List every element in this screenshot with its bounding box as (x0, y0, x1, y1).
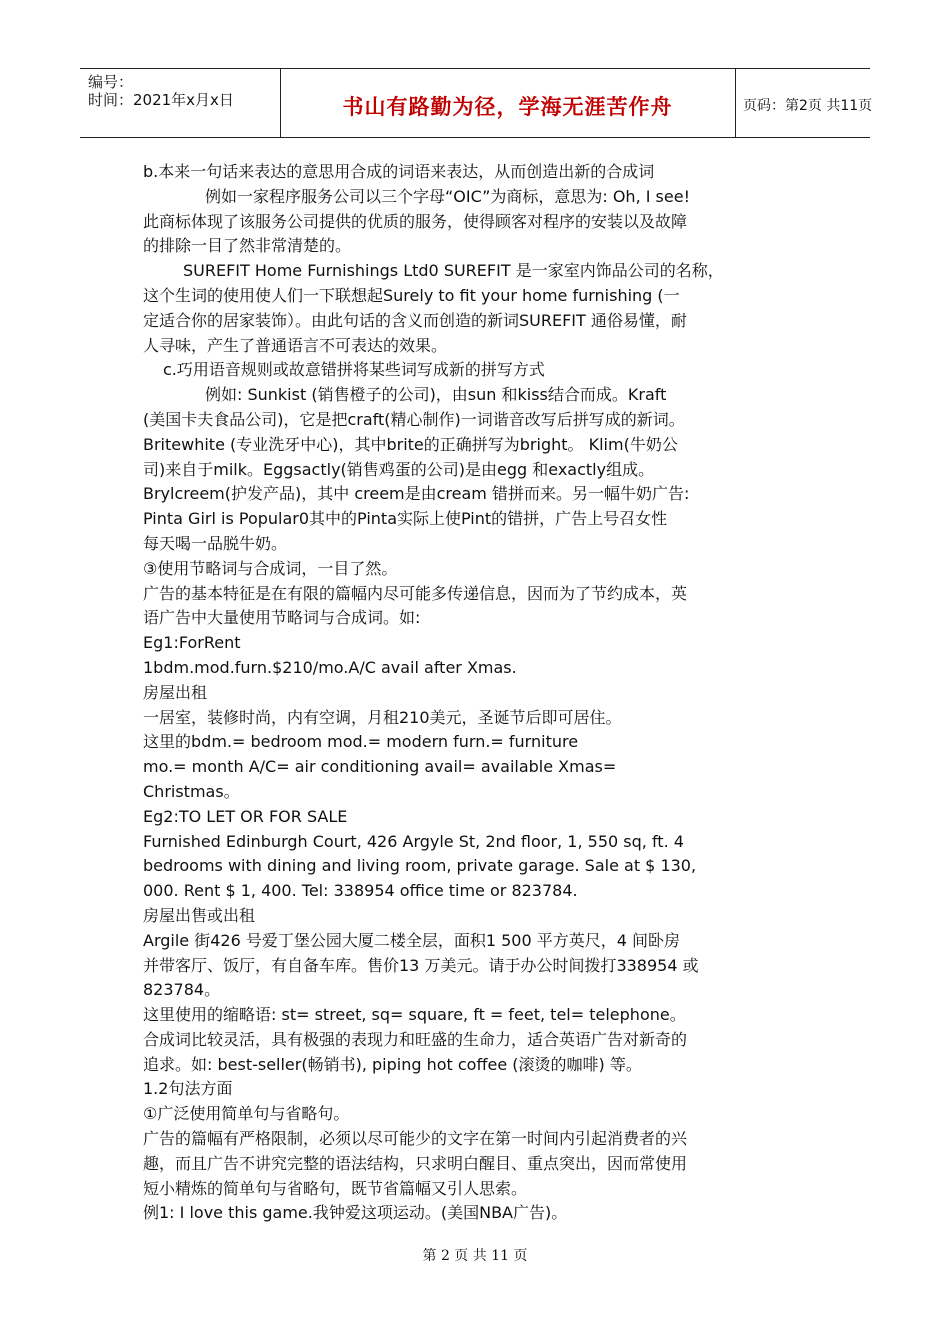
body-line: 房屋出售或出租 (143, 905, 256, 925)
body-line: Pinta Girl is Popular0其中的Pinta实际上使Pint的错拼，广告上号召女性 (143, 509, 668, 529)
body-line: (美国卡夫食品公司)，它是把craft(精心制作)一词谐音改写后拼写成的新词。 (143, 409, 685, 429)
header-motto: 书山有路勤为径，学海无涯苦作舟 (342, 95, 673, 119)
body-line: b.本来一句话来表达的意思用合成的词语来表达，从而创造出新的合成词 (143, 162, 655, 181)
body-line: 广告的篇幅有严格限制，必须以尽可能少的文字在第一时间内引起消费者的兴 (143, 1129, 688, 1149)
body-line: bedrooms with dining and living room, private garage. Sale at $ 130, (143, 856, 697, 876)
doc-number-label: 编号： (88, 73, 134, 91)
body-line: 司)来自于milk。Eggsactly(销售鸡蛋的公司)是由egg 和exactly组成。 (143, 459, 655, 479)
body-line: 每天喝一品脱牛奶。 (143, 533, 288, 553)
body-line: ①广泛使用简单句与省略句。 (143, 1104, 350, 1124)
body-line: 一居室，装修时尚，内有空调，月租210美元，圣诞节后即可居住。 (143, 707, 622, 727)
body-line: 广告的基本特征是在有限的篇幅内尽可能多传递信息，因而为了节约成本，英 (143, 583, 688, 603)
header-motto-cell (280, 69, 736, 137)
body-line: Eg2:TO LET OR FOR SALE (143, 806, 348, 826)
body-line: 合成词比较灵活，具有极强的表现力和旺盛的生命力，适合英语广告对新奇的 (143, 1029, 688, 1049)
body-line: 这里的bdm.= bedroom mod.= modern furn.= furniture (143, 732, 579, 752)
body-line: 这个生词的使用使人们一下联想起Surely to fit your home furnishing (一 (143, 285, 680, 305)
page-footer: 第 2 页 共 11 页 (422, 1248, 528, 1264)
body-line: 的排除一目了然非常清楚的。 (143, 236, 352, 256)
body-line: 趣，而且广告不讲究完整的语法结构，只求明白醒目、重点突出，因而常使用 (143, 1153, 688, 1173)
document-body (143, 160, 813, 1226)
body-line: Eg1:ForRent (143, 633, 241, 653)
body-line: 此商标体现了该服务公司提供的优质的服务，使得顾客对程序的安装以及故障 (143, 211, 688, 231)
body-line: 1bdm.mod.furn.$210/mo.A/C avail after Xmas. (143, 657, 517, 677)
body-line: 并带客厅、饭厅，有自备车库。售价13 万美元。请于办公时间拨打338954 或 (143, 955, 699, 975)
body-line: Christmas。 (143, 781, 240, 801)
body-line: 房屋出租 (143, 682, 208, 702)
body-line: 例如: Sunkist (销售橙子的公司)，由sun 和kiss结合而成。Kraft (205, 385, 667, 405)
body-line: Brylcreem(护发产品)，其中 creem是由cream 错拼而来。另一幅牛奶广告: (143, 484, 690, 504)
body-line: SUREFIT Home Furnishings Ltd0 SUREFIT 是一家室内饰品公司的名称， (183, 261, 724, 281)
body-line: 定适合你的居家装饰）。由此句话的含义而创造的新词SUREFIT 通俗易懂，耐 (143, 310, 687, 330)
body-line: 例如一家程序服务公司以三个字母“OIC”为商标，意思为: Oh, I see! (205, 186, 690, 206)
body-line: 语广告中大量使用节略词与合成词。如: (143, 608, 421, 628)
doc-date-label: 时间：2021年x月x日 (88, 91, 234, 109)
body-line: c.巧用语音规则或故意错拼将某些词写成新的拼写方式 (163, 360, 545, 380)
body-line: 人寻味，产生了普通语言不可表达的效果。 (143, 335, 448, 355)
body-line: 823784。 (143, 980, 221, 1000)
body-line: 追求。如: best-seller(畅销书), piping hot coffee (滚烫的咖啡) 等。 (143, 1054, 642, 1074)
header-page-info: 页码：第2页 共11页 (743, 98, 873, 114)
body-line: 短小精炼的简单句与省略句，既节省篇幅又引人思索。 (143, 1178, 528, 1198)
body-line: Britewhite (专业洗牙中心)，其中brite的正确拼写为bright。 Klim(牛奶公 (143, 434, 678, 454)
body-line: Furnished Edinburgh Court, 426 Argyle St, 2nd floor, 1, 550 sq, ft. 4 (143, 831, 684, 851)
header-page-cell (735, 69, 873, 137)
body-line: ③使用节略词与合成词，一目了然。 (143, 558, 398, 578)
body-line: mo.= month A/C= air conditioning avail= available Xmas= (143, 757, 617, 777)
body-line: Argile 街426 号爱丁堡公园大厦二楼全层，面积1 500 平方英尺，4 间卧房 (143, 930, 681, 950)
page-header (80, 68, 873, 138)
body-line: 例1: I love this game.我钟爱这项运动。(美国NBA广告)。 (143, 1203, 568, 1223)
header-meta-cell (80, 69, 281, 137)
body-line: 000. Rent $ 1, 400. Tel: 338954 office time or 823784. (143, 881, 578, 901)
body-line: 这里使用的缩略语: st= street, sq= square, ft = feet, tel= telephone。 (143, 1005, 686, 1025)
body-line: 1.2句法方面 (143, 1079, 233, 1099)
